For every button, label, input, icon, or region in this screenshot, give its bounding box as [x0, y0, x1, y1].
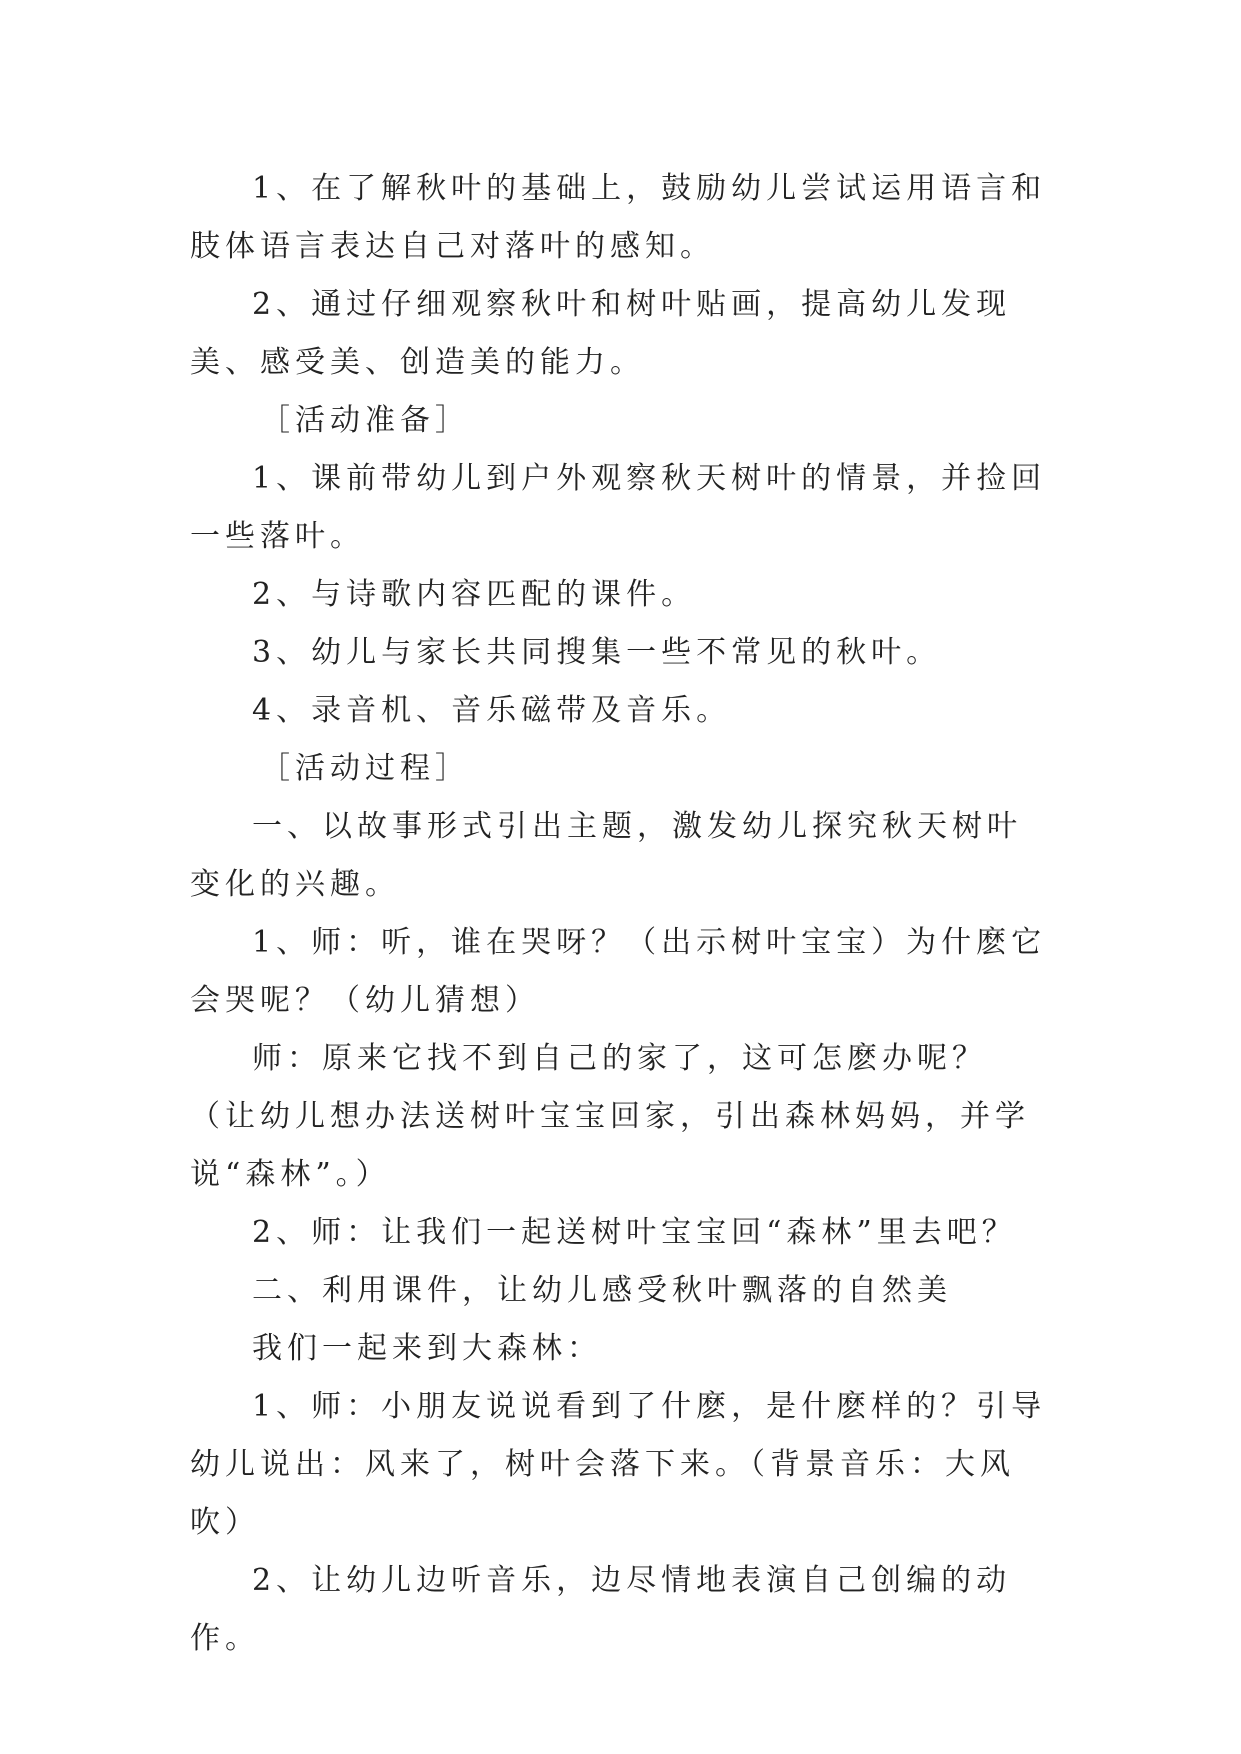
- process-step-2-item-2: 2、让幼儿边听音乐，边尽情地表演自己创编的动作。: [190, 1563, 1012, 1656]
- process-step-1-teacher-line: 师：原来它找不到自己的家了，这可怎麽办呢？: [252, 1041, 987, 1076]
- process-step-1-title: 一、以故事形式引出主题，激发幼儿探究秋天树叶变化的兴趣。: [190, 809, 1022, 902]
- process-step-1-item-2: 2、师：让我们一起送树叶宝宝回“森林”里去吧？: [252, 1215, 1017, 1250]
- document-body: [190, 160, 1050, 1668]
- section-heading-preparation: ［活动准备］: [260, 403, 470, 438]
- preparation-item-2: 2、与诗歌内容匹配的课件。: [252, 577, 697, 612]
- preparation-item-3: 3、幼儿与家长共同搜集一些不常见的秋叶。: [252, 635, 942, 670]
- preparation-item-1: 1、课前带幼儿到户外观察秋天树叶的情景，并捡回一些落叶。: [190, 461, 1047, 554]
- section-heading-process: ［活动过程］: [260, 751, 470, 786]
- process-step-2-item-1: 1、师：小朋友说说看到了什麽，是什麽样的？引导幼儿说出：风来了，树叶会落下来。（背景音乐：大风吹）: [190, 1389, 1047, 1540]
- process-step-2-intro: 我们一起来到大森林：: [252, 1331, 602, 1366]
- process-step-1-note: （让幼儿想办法送树叶宝宝回家，引出森林妈妈，并学说“森林”。）: [190, 1099, 1030, 1192]
- process-step-2-title: 二、利用课件，让幼儿感受秋叶飘落的自然美: [252, 1273, 952, 1308]
- preparation-item-4: 4、录音机、音乐磁带及音乐。: [252, 693, 732, 728]
- goal-paragraph-1: 1、在了解秋叶的基础上，鼓励幼儿尝试运用语言和肢体语言表达自己对落叶的感知。: [190, 171, 1047, 264]
- process-step-1-item-1: 1、师：听，谁在哭呀？（出示树叶宝宝）为什麽它会哭呢？（幼儿猜想）: [190, 925, 1047, 1018]
- goal-paragraph-2: 2、通过仔细观察秋叶和树叶贴画，提高幼儿发现美、感受美、创造美的能力。: [190, 287, 1012, 380]
